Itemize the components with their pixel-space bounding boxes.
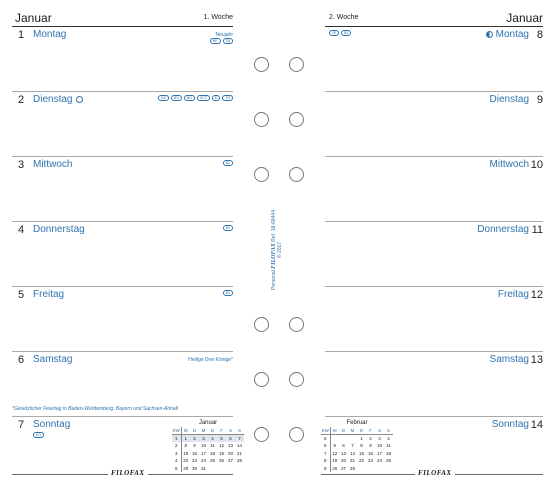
head-cell: S bbox=[384, 427, 393, 435]
day-name: Donnerstag bbox=[33, 224, 85, 235]
date-cell: 20 bbox=[227, 450, 233, 456]
day-number: 5 bbox=[18, 289, 25, 301]
event-badges bbox=[33, 432, 44, 438]
day-name: Montag bbox=[33, 29, 67, 40]
day-number: 11 bbox=[531, 224, 543, 236]
binder-hole bbox=[289, 372, 304, 387]
binder-hole bbox=[254, 57, 269, 72]
day-name: Dienstag bbox=[489, 94, 529, 105]
date-cell: 1 bbox=[360, 436, 363, 441]
event-badges bbox=[223, 160, 233, 166]
day-name-wrap bbox=[33, 94, 83, 105]
day-name: Freitag bbox=[497, 289, 529, 300]
date-cell: 28 bbox=[349, 465, 355, 471]
date-cell: 23 bbox=[191, 458, 197, 464]
head-cell: S bbox=[375, 427, 384, 435]
date-cell bbox=[217, 465, 226, 473]
day-block-1[interactable] bbox=[12, 27, 233, 92]
badge: TR bbox=[222, 95, 233, 101]
mini-calendar-row bbox=[321, 457, 393, 465]
date-cell: 18 bbox=[385, 450, 391, 456]
right-header bbox=[325, 10, 543, 26]
date-cell bbox=[235, 465, 244, 473]
date-cell: 4 bbox=[387, 436, 390, 441]
day-name: Sonntag bbox=[491, 419, 529, 430]
badge: SCT bbox=[197, 95, 210, 101]
day-name: Sonntag bbox=[33, 419, 71, 430]
date-cell: 10 bbox=[376, 443, 382, 449]
day-number: 1 bbox=[18, 29, 25, 41]
day-name: Samstag bbox=[33, 354, 73, 365]
date-cell: 7 bbox=[238, 436, 241, 441]
day-number: 8 bbox=[536, 29, 543, 41]
date-cell bbox=[208, 465, 217, 473]
head-cell: M bbox=[199, 427, 208, 435]
date-cell: 22 bbox=[358, 458, 364, 464]
badge: TB bbox=[223, 38, 233, 44]
week-cell: 1 bbox=[172, 435, 181, 443]
date-cell: 27 bbox=[227, 458, 233, 464]
day-block-10[interactable] bbox=[325, 157, 543, 222]
date-cell bbox=[375, 465, 384, 473]
week-cell: 3 bbox=[172, 450, 181, 458]
day-number: 6 bbox=[18, 354, 25, 366]
mini-calendar-row bbox=[321, 442, 393, 450]
date-cell: 31 bbox=[200, 465, 206, 471]
date-cell: 12 bbox=[332, 450, 338, 456]
day-number: 9 bbox=[536, 94, 543, 106]
date-cell bbox=[339, 435, 348, 443]
date-cell: 28 bbox=[236, 458, 242, 464]
mini-calendar-row bbox=[172, 435, 244, 443]
mini-calendar-february bbox=[321, 420, 393, 472]
day-block-12[interactable] bbox=[325, 287, 543, 352]
date-cell: 7 bbox=[351, 443, 354, 449]
mini-calendar-row bbox=[172, 457, 244, 465]
date-cell: 24 bbox=[200, 458, 206, 464]
date-cell: 18 bbox=[209, 450, 215, 456]
mini-calendar-row bbox=[172, 450, 244, 458]
head-cell: KW bbox=[321, 428, 329, 433]
month-title: Januar bbox=[15, 11, 52, 25]
date-cell: 11 bbox=[386, 443, 391, 449]
date-cell: 11 bbox=[210, 443, 215, 449]
mini-calendar-row bbox=[321, 435, 393, 443]
right-page bbox=[313, 0, 555, 500]
half-moon-icon bbox=[486, 31, 493, 38]
date-cell: 30 bbox=[191, 465, 197, 471]
day-block-4[interactable] bbox=[12, 222, 233, 287]
binder-hole bbox=[254, 167, 269, 182]
event-badges bbox=[158, 95, 233, 101]
head-cell: S bbox=[235, 427, 244, 435]
badge: B1 bbox=[341, 30, 351, 36]
date-cell: 1 bbox=[184, 436, 187, 441]
head-cell: M bbox=[330, 427, 339, 435]
holiday-footnote: *Gesetzlicher Feiertag in Baden-Württemberg, Bayern und Sachsen-Anhalt bbox=[12, 406, 179, 412]
spine-size-label: Personal bbox=[271, 270, 277, 291]
date-cell: 26 bbox=[218, 458, 224, 464]
badge: BG bbox=[184, 95, 195, 101]
badge: B1 bbox=[223, 290, 233, 296]
date-cell: 24 bbox=[376, 458, 382, 464]
date-cell: 9 bbox=[193, 443, 196, 449]
mini-calendar-row bbox=[321, 450, 393, 458]
week-cell: 9 bbox=[321, 465, 330, 473]
day-block-13[interactable] bbox=[325, 352, 543, 417]
date-cell bbox=[357, 465, 366, 473]
day-name: Dienstag bbox=[33, 94, 73, 105]
date-cell: 27 bbox=[340, 465, 346, 471]
date-cell: 21 bbox=[236, 450, 242, 456]
head-cell: D bbox=[190, 427, 199, 435]
badge: BE bbox=[210, 38, 221, 44]
mini-calendar-january bbox=[172, 420, 244, 472]
date-cell: 17 bbox=[200, 450, 206, 456]
date-cell: 19 bbox=[332, 458, 338, 464]
day-number: 12 bbox=[530, 289, 543, 301]
mini-calendar-head bbox=[321, 427, 393, 435]
date-cell: 25 bbox=[209, 458, 215, 464]
binder-hole bbox=[254, 427, 269, 442]
date-cell: 6 bbox=[229, 436, 232, 441]
date-cell: 29 bbox=[183, 465, 189, 471]
head-cell: D bbox=[339, 427, 348, 435]
date-cell: 10 bbox=[200, 443, 206, 449]
new-moon-icon bbox=[76, 96, 83, 103]
badge: E bbox=[212, 95, 220, 101]
binder-hole bbox=[289, 317, 304, 332]
date-cell: 14 bbox=[349, 450, 355, 456]
date-cell: 16 bbox=[191, 450, 197, 456]
mini-calendar-row bbox=[321, 465, 393, 473]
date-cell: 15 bbox=[358, 450, 364, 456]
day-block-11[interactable] bbox=[325, 222, 543, 287]
head-cell: D bbox=[208, 427, 217, 435]
mini-calendar-title: Januar bbox=[198, 420, 218, 426]
day-name: Mittwoch bbox=[489, 159, 529, 170]
head-cell: F bbox=[217, 427, 226, 435]
badge: B2 bbox=[223, 160, 233, 166]
day-name: Donnerstag bbox=[477, 224, 529, 235]
date-cell bbox=[330, 435, 339, 443]
day-number: 2 bbox=[18, 94, 25, 106]
event-badges bbox=[210, 38, 233, 44]
date-cell: 4 bbox=[211, 436, 214, 441]
date-cell: 5 bbox=[333, 443, 336, 449]
week-label: 1. Woche bbox=[203, 14, 233, 21]
date-cell: 16 bbox=[367, 450, 373, 456]
event-badges bbox=[329, 30, 351, 36]
day-number: 14 bbox=[530, 419, 543, 431]
binder-hole bbox=[254, 372, 269, 387]
spine-copyright: © 2017 bbox=[277, 241, 283, 259]
day-number: 13 bbox=[530, 354, 543, 366]
day-block-3[interactable] bbox=[12, 157, 233, 222]
day-block-9[interactable] bbox=[325, 92, 543, 157]
date-cell: 17 bbox=[376, 450, 382, 456]
date-cell: 19 bbox=[218, 450, 224, 456]
date-cell: 6 bbox=[342, 443, 345, 449]
week-cell: 2 bbox=[172, 442, 181, 450]
date-cell: 5 bbox=[220, 436, 223, 441]
binder-hole bbox=[289, 57, 304, 72]
badge: B1 bbox=[223, 225, 233, 231]
week-cell: 5 bbox=[172, 465, 181, 473]
date-cell: 23 bbox=[367, 458, 373, 464]
binder-hole bbox=[289, 112, 304, 127]
month-title: Januar bbox=[506, 11, 543, 25]
date-cell: 14 bbox=[236, 443, 242, 449]
holiday-label: Heilige Drei Könige* bbox=[188, 357, 233, 363]
date-cell: 3 bbox=[202, 436, 205, 441]
badge: JP bbox=[329, 30, 339, 36]
spine-imprint bbox=[271, 210, 283, 290]
day-name-wrap bbox=[486, 29, 529, 40]
date-cell: 13 bbox=[227, 443, 233, 449]
date-cell bbox=[384, 465, 393, 473]
day-number: 3 bbox=[18, 159, 25, 171]
binder-hole bbox=[289, 167, 304, 182]
spine-ref: Ref. 18-68444 bbox=[271, 209, 277, 242]
left-header bbox=[12, 10, 233, 26]
date-cell: 25 bbox=[385, 458, 391, 464]
head-cell: M bbox=[181, 427, 190, 435]
date-cell: 12 bbox=[218, 443, 224, 449]
date-cell bbox=[226, 465, 235, 473]
holiday-label: Neujahr bbox=[215, 32, 233, 38]
day-name: Freitag bbox=[33, 289, 65, 300]
mini-calendar-head bbox=[172, 427, 244, 435]
mini-calendar-row bbox=[172, 442, 244, 450]
week-cell: 5 bbox=[321, 435, 330, 443]
event-badges bbox=[223, 290, 233, 296]
day-block-2[interactable] bbox=[12, 92, 233, 157]
week-cell: 6 bbox=[321, 442, 330, 450]
head-cell: F bbox=[366, 427, 375, 435]
binder-hole bbox=[254, 317, 269, 332]
date-cell: 8 bbox=[360, 443, 363, 449]
date-cell: 20 bbox=[340, 458, 346, 464]
date-cell: 13 bbox=[340, 450, 346, 456]
day-number: 7 bbox=[18, 419, 25, 431]
badge: BG bbox=[171, 95, 182, 101]
week-cell: 4 bbox=[172, 457, 181, 465]
head-cell: S bbox=[226, 427, 235, 435]
date-cell: 15 bbox=[183, 450, 189, 456]
day-name: Mittwoch bbox=[33, 159, 73, 170]
date-cell: 8 bbox=[184, 443, 187, 449]
event-badges bbox=[223, 225, 233, 231]
day-name: Montag bbox=[495, 29, 529, 40]
mini-calendar-grid bbox=[172, 427, 244, 472]
day-number: 10 bbox=[530, 159, 543, 171]
brand-logo: FILOFAX bbox=[415, 469, 455, 477]
head-cell: M bbox=[348, 427, 357, 435]
date-cell: 21 bbox=[349, 458, 355, 464]
day-block-5[interactable] bbox=[12, 287, 233, 352]
date-cell: 2 bbox=[369, 436, 372, 441]
date-cell: 2 bbox=[193, 436, 196, 441]
mini-calendar-grid bbox=[321, 427, 393, 472]
mini-calendar-title: Februar bbox=[346, 420, 368, 426]
week-cell: 8 bbox=[321, 457, 330, 465]
head-cell: D bbox=[357, 427, 366, 435]
day-block-8[interactable] bbox=[325, 27, 543, 92]
badge: BZ bbox=[158, 95, 168, 101]
week-label: 2. Woche bbox=[329, 14, 359, 21]
badge: EG bbox=[33, 432, 44, 438]
week-cell: 7 bbox=[321, 450, 330, 458]
date-cell: 9 bbox=[369, 443, 372, 449]
left-page bbox=[0, 0, 245, 500]
day-name: Samstag bbox=[489, 354, 529, 365]
date-cell: 3 bbox=[378, 436, 381, 441]
spine-logo: FILOFAX bbox=[271, 243, 277, 269]
brand-logo: FILOFAX bbox=[108, 469, 148, 477]
date-cell bbox=[348, 435, 357, 443]
mini-calendar-row bbox=[172, 465, 244, 473]
date-cell: 26 bbox=[332, 465, 338, 471]
day-number: 4 bbox=[18, 224, 25, 236]
binder-hole bbox=[254, 112, 269, 127]
binder-hole bbox=[289, 427, 304, 442]
date-cell: 22 bbox=[183, 458, 189, 464]
date-cell bbox=[366, 465, 375, 473]
head-cell: KW bbox=[172, 428, 180, 433]
